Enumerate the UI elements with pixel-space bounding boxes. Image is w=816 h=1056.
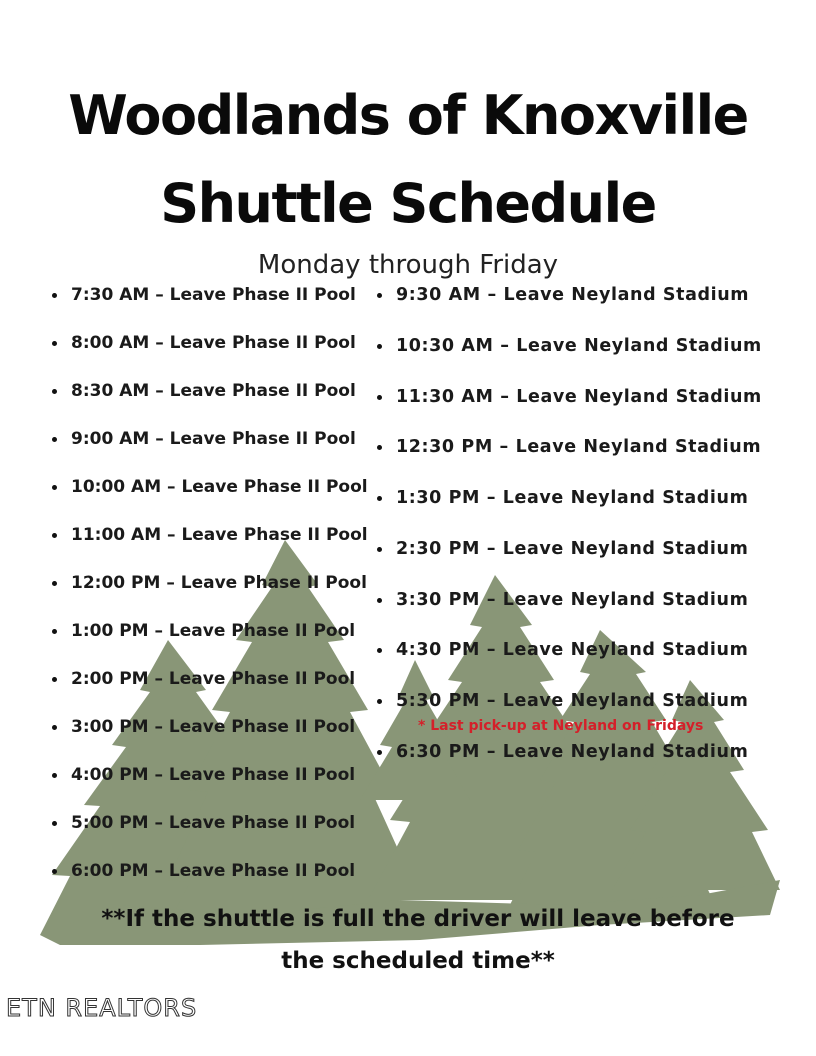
departure-time-label: 9:30 AM – Leave Neyland Stadium bbox=[396, 285, 750, 305]
bullet-icon bbox=[52, 485, 57, 490]
list-item bbox=[52, 861, 355, 881]
bullet-icon bbox=[377, 547, 382, 552]
departure-time-label: 5:00 PM – Leave Phase II Pool bbox=[71, 813, 356, 833]
list-item bbox=[52, 573, 367, 593]
bullet-icon bbox=[52, 725, 57, 730]
list-item bbox=[52, 333, 356, 353]
departure-time-label: 1:00 PM – Leave Phase II Pool bbox=[71, 621, 356, 641]
departure-time-label: 3:30 PM – Leave Neyland Stadium bbox=[396, 590, 749, 610]
list-item bbox=[377, 742, 748, 762]
departure-time-label: 3:00 PM – Leave Phase II Pool bbox=[71, 717, 356, 737]
list-item bbox=[377, 488, 748, 508]
page-title-line1: Woodlands of Knoxville bbox=[68, 84, 748, 147]
departure-time-label: 8:00 AM – Leave Phase II Pool bbox=[71, 333, 356, 353]
list-item bbox=[377, 285, 749, 305]
departure-time-label: 11:00 AM – Leave Phase II Pool bbox=[71, 525, 368, 545]
page-title-line2: Shuttle Schedule bbox=[160, 172, 656, 235]
warning-line1: **If the shuttle is full the driver will leave before bbox=[101, 906, 735, 932]
bullet-icon bbox=[52, 389, 57, 394]
bullet-icon bbox=[377, 344, 382, 349]
departure-time-label: 2:00 PM – Leave Phase II Pool bbox=[71, 669, 356, 689]
friday-last-pickup-note: * Last pick-up at Neyland on Fridays bbox=[418, 718, 704, 734]
list-item bbox=[377, 336, 762, 356]
bullet-icon bbox=[377, 699, 382, 704]
departure-time-label: 8:30 AM – Leave Phase II Pool bbox=[71, 381, 356, 401]
bullet-icon bbox=[52, 677, 57, 682]
page-subtitle: Monday through Friday bbox=[257, 250, 559, 280]
list-item bbox=[52, 525, 368, 545]
departure-time-label: 4:30 PM – Leave Neyland Stadium bbox=[396, 640, 749, 660]
list-item bbox=[377, 539, 748, 559]
bullet-icon bbox=[377, 445, 382, 450]
list-item bbox=[52, 429, 356, 449]
departure-time-label: 1:30 PM – Leave Neyland Stadium bbox=[396, 488, 749, 508]
list-item bbox=[52, 621, 355, 641]
bullet-icon bbox=[377, 496, 382, 501]
departure-time-label: 6:30 PM – Leave Neyland Stadium bbox=[396, 742, 749, 762]
list-item bbox=[377, 590, 748, 610]
departure-time-label: 2:30 PM – Leave Neyland Stadium bbox=[396, 539, 749, 559]
departure-time-label: 12:30 PM – Leave Neyland Stadium bbox=[396, 437, 762, 457]
full-shuttle-warning bbox=[0, 898, 816, 982]
warning-line2: the scheduled time** bbox=[281, 948, 555, 974]
list-item bbox=[52, 813, 355, 833]
list-item bbox=[52, 717, 355, 737]
departure-time-label: 4:00 PM – Leave Phase II Pool bbox=[71, 765, 356, 785]
bullet-icon bbox=[52, 341, 57, 346]
departure-time-label: 10:30 AM – Leave Neyland Stadium bbox=[396, 336, 762, 356]
bullet-icon bbox=[377, 395, 382, 400]
list-item bbox=[377, 437, 761, 457]
departure-time-label: 6:00 PM – Leave Phase II Pool bbox=[71, 861, 356, 881]
list-item bbox=[377, 387, 762, 407]
list-item bbox=[52, 381, 356, 401]
bullet-icon bbox=[52, 629, 57, 634]
bullet-icon bbox=[52, 821, 57, 826]
brand-logo: ETN REALTORS bbox=[6, 994, 198, 1022]
bullet-icon bbox=[377, 648, 382, 653]
departure-time-label: 11:30 AM – Leave Neyland Stadium bbox=[396, 387, 762, 407]
departure-time-label: 5:30 PM – Leave Neyland Stadium bbox=[396, 691, 749, 711]
departure-time-label: 9:00 AM – Leave Phase II Pool bbox=[71, 429, 356, 449]
list-item bbox=[52, 285, 356, 305]
departure-time-label: 7:30 AM – Leave Phase II Pool bbox=[71, 285, 356, 305]
departure-time-label: 10:00 AM – Leave Phase II Pool bbox=[71, 477, 368, 497]
list-item bbox=[52, 669, 355, 689]
bullet-icon bbox=[52, 437, 57, 442]
bullet-icon bbox=[52, 869, 57, 874]
bullet-icon bbox=[377, 750, 382, 755]
list-item bbox=[377, 640, 748, 660]
list-item bbox=[52, 477, 368, 497]
bullet-icon bbox=[377, 293, 382, 298]
bullet-icon bbox=[52, 533, 57, 538]
bullet-icon bbox=[52, 293, 57, 298]
bullet-icon bbox=[52, 773, 57, 778]
departure-time-label: 12:00 PM – Leave Phase II Pool bbox=[71, 573, 367, 593]
bullet-icon bbox=[52, 581, 57, 586]
bullet-icon bbox=[377, 598, 382, 603]
list-item bbox=[52, 765, 355, 785]
list-item bbox=[377, 691, 748, 711]
